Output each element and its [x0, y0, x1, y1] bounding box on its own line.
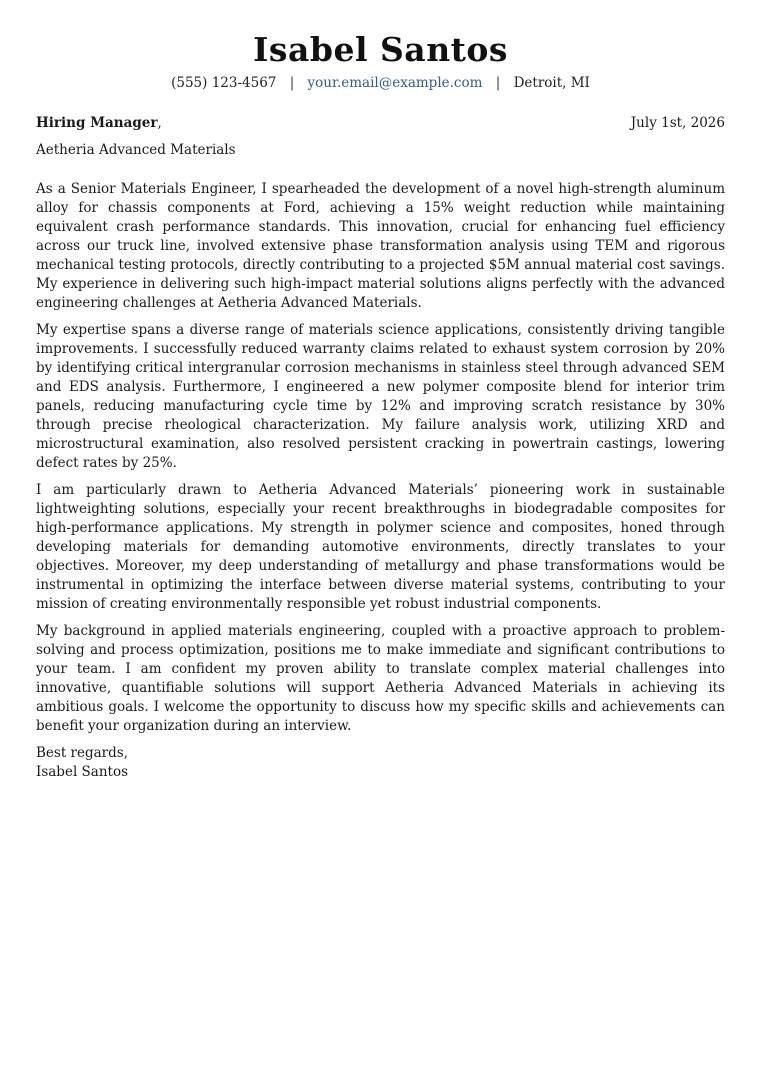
- salutation-row: [36, 114, 725, 132]
- contact-separator: |: [289, 75, 295, 91]
- company-name: Aetheria Advanced Materials: [36, 142, 236, 158]
- letter-body: [36, 180, 725, 736]
- closing-phrase: Best regards,: [36, 745, 129, 761]
- salutation: [36, 114, 162, 132]
- recipient-comma: ,: [157, 115, 162, 131]
- cover-letter-page: [36, 0, 725, 782]
- phone-number: (555) 123-4567: [171, 75, 277, 91]
- body-paragraph: As a Senior Materials Engineer, I spearheaded the development of a novel high-strength aluminum alloy for chassis components at Ford, achieving a 15% weight reduction while maintaining equivalent crash performance standards. This innovation, crucial for enhancing fuel efficiency across our truck line, involved extensive phase transformation analysis using TEM and rigorous mechanical testing protocols, directly contributing to a projected $5M annual material cost savings. My experience in delivering such high-impact material solutions aligns perfectly with the advanced engineering challenges at Aetheria Advanced Materials.: [36, 181, 725, 311]
- email-link[interactable]: your.email@example.com: [307, 75, 483, 91]
- applicant-name: Isabel Santos: [252, 30, 509, 69]
- body-paragraph: I am particularly drawn to Aetheria Advanced Materials’ pioneering work in sustainable lightweighting solutions, especially your recent breakthroughs in biodegradable composites for high-performance applications. My strength in polymer science and composites, honed through developing materials for demanding automotive environments, directly translates to your objectives. Moreover, my deep understanding of metallurgy and phase transformations would be instrumental in optimizing the interface between diverse material systems, contributing to your mission of creating environmentally responsible yet robust industrial components.: [36, 482, 725, 612]
- signature-name: Isabel Santos: [36, 764, 129, 780]
- body-paragraph: My expertise spans a diverse range of materials science applications, consistently driving tangible improvements. I successfully reduced warranty claims related to exhaust system corrosion by 20% by identifying critical intergranular corrosion mechanisms in stainless steel through advanced SEM and EDS analysis. Furthermore, I engineered a new polymer composite blend for interior trim panels, reducing manufacturing cycle time by 12% and improving scratch resistance by 30% through precise rheological characterization. My failure analysis work, utilizing XRD and microstructural examination, also resolved persistent cracking in powertrain castings, lowering defect rates by 25%.: [36, 322, 725, 471]
- recipient-name: Hiring Manager: [36, 115, 158, 131]
- body-paragraph: My background in applied materials engineering, coupled with a proactive approach to problem-solving and process optimization, positions me to make immediate and significant contributions to your team. I am confident my proven ability to translate complex material challenges into innovative, quantifiable solutions will support Aetheria Advanced Materials in achieving its ambitious goals. I welcome the opportunity to discuss how my specific skills and achievements can benefit your organization during an interview.: [36, 623, 725, 734]
- contact-line: [36, 74, 725, 92]
- contact-separator: |: [495, 75, 501, 91]
- closing-block: [36, 744, 725, 782]
- letter-date: July 1st, 2026: [630, 115, 725, 131]
- location: Detroit, MI: [513, 75, 590, 91]
